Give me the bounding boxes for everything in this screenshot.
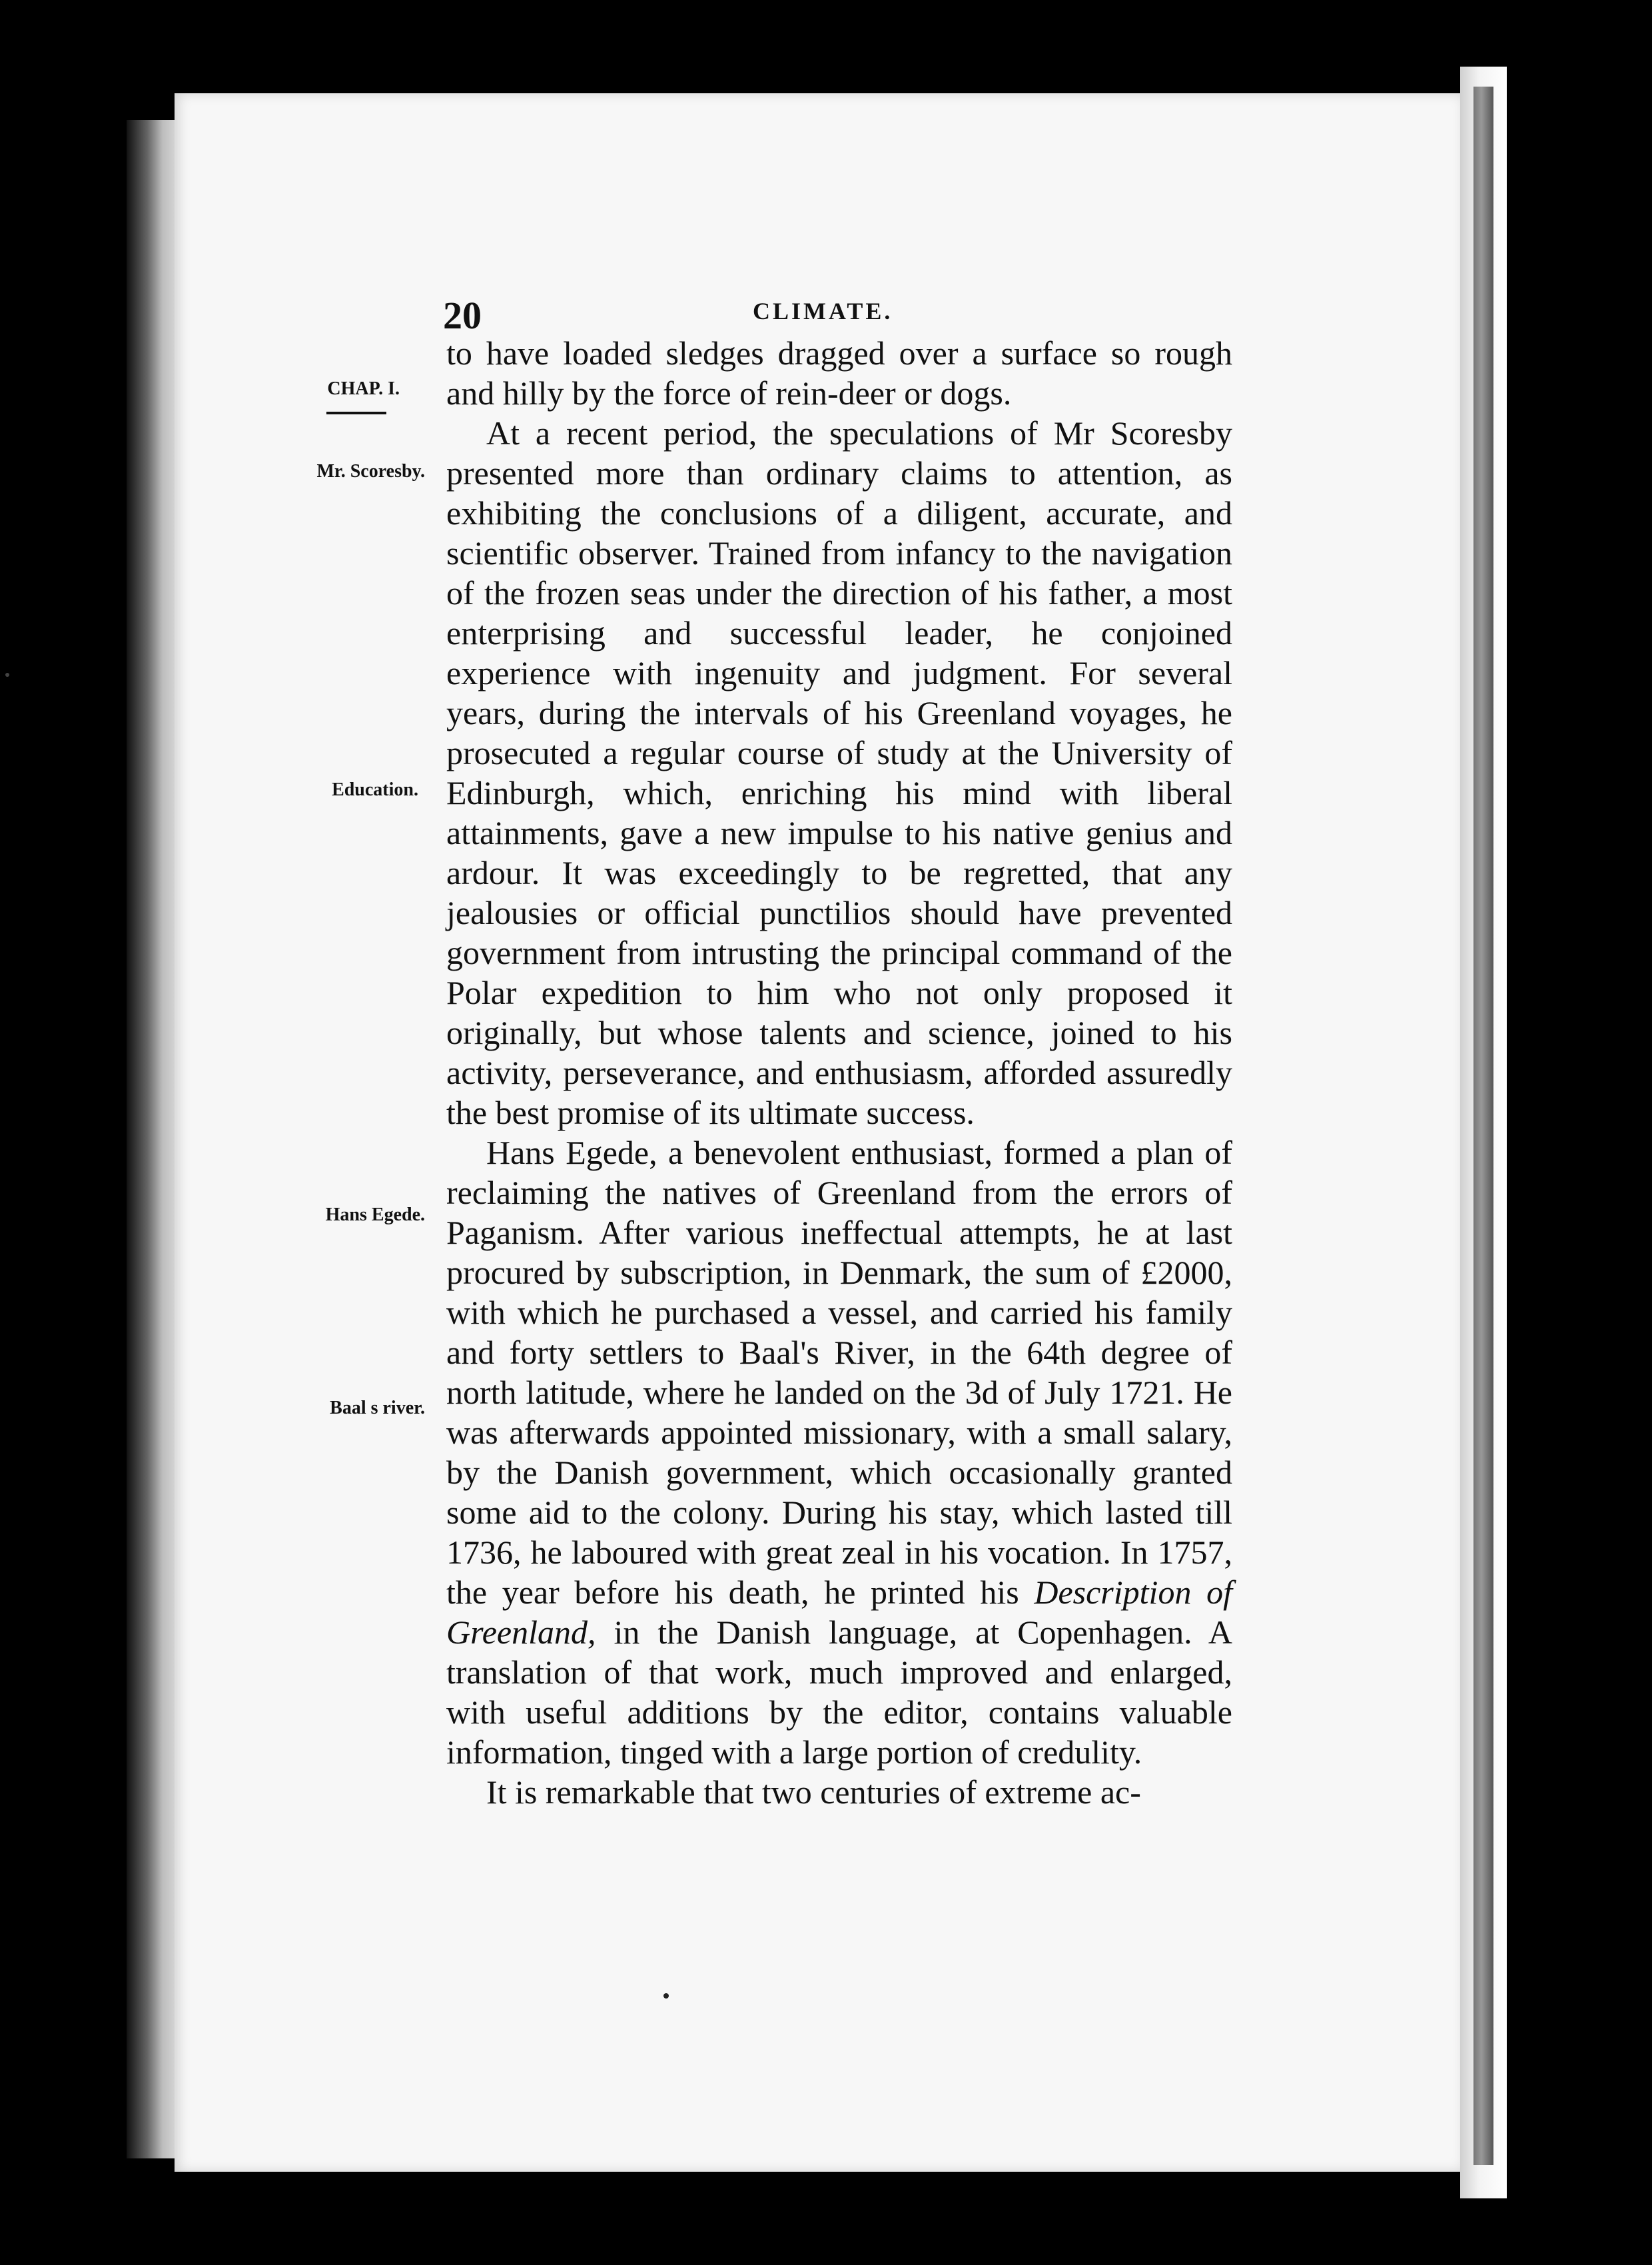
sidenote-dash xyxy=(326,412,386,414)
book-title: Description of Greenland, xyxy=(446,1574,1232,1651)
paragraph-1: to have loaded sledges dragged over a surface so rough and hilly by the force of rein-deer or dogs. xyxy=(446,334,1232,412)
paragraph-3-text-a: Hans Egede, a benevolent enthusiast, formed a plan of reclaiming the natives of Greenland from the errors of Paganism. After various ineffectual attempts, he at last procured by subscription, in Denmark, the sum of £2000, with which he purchased a vessel, and carried his family and forty settlers to Baal's River, in the 64th degree of north latitude, where he landed on the 3d of July 1721. He was afterwards appointed missionary, with a small salary, by the Danish government, which occasionally granted some aid to the colony. During his stay, which lasted till 1736, he laboured with great zeal in his vocation. In 1757, the year before his death, he printed his xyxy=(446,1134,1232,1611)
paragraph-3 xyxy=(446,1132,1232,1772)
paragraph-2: At a recent period, the speculations of Mr Scoresby presented more than ordinary claims to attention, as exhibiting the conclusions of a diligent, accurate, and scientific observer. Trained from infancy to the navigation of the frozen seas under the direction of his father, a most enterprising and successful leader, he conjoined experience with ingenuity and judgment. For several years, during the intervals of his Greenland voyages, he prosecuted a regular course of study at the University of Edinburgh, which, enriching his mind with liberal attainments, gave a new impulse to his native genius and ardour. It was exceedingly to be regretted, that any jealousies or official punctilios should have prevented government from intrusting the principal command of the Polar expedition to him who not only proposed it originally, but whose talents and science, joined to his activity, perseverance, and enthusiasm, afforded assuredly the best promise of its ultimate success. xyxy=(446,414,1232,1131)
paragraph-4: It is remarkable that two centuries of extreme ac- xyxy=(486,1773,1141,1811)
sidenote-baals-river: Baal s river. xyxy=(330,1398,425,1418)
binding-gutter xyxy=(1473,87,1493,2165)
sidenote-chapter: CHAP. I. xyxy=(327,378,400,399)
sidenote-education: Education. xyxy=(332,779,418,800)
scan-margin xyxy=(1507,67,1652,2212)
running-head: CLIMATE. xyxy=(753,298,893,324)
scan-speck xyxy=(5,673,9,677)
body-text xyxy=(446,333,1232,1812)
paragraph-3-text-b: in the Danish language, at Copenhagen. A translation of that work, much improved and enlarged, with useful additions by the editor, contains valuable information, tinged with a large portion of credulity. xyxy=(446,1613,1232,1771)
sidenote-hans-egede: Hans Egede. xyxy=(325,1204,425,1225)
ink-speck xyxy=(663,1993,669,1999)
page-number: 20 xyxy=(443,294,482,337)
sidenote-scoresby: Mr. Scoresby. xyxy=(316,461,425,482)
